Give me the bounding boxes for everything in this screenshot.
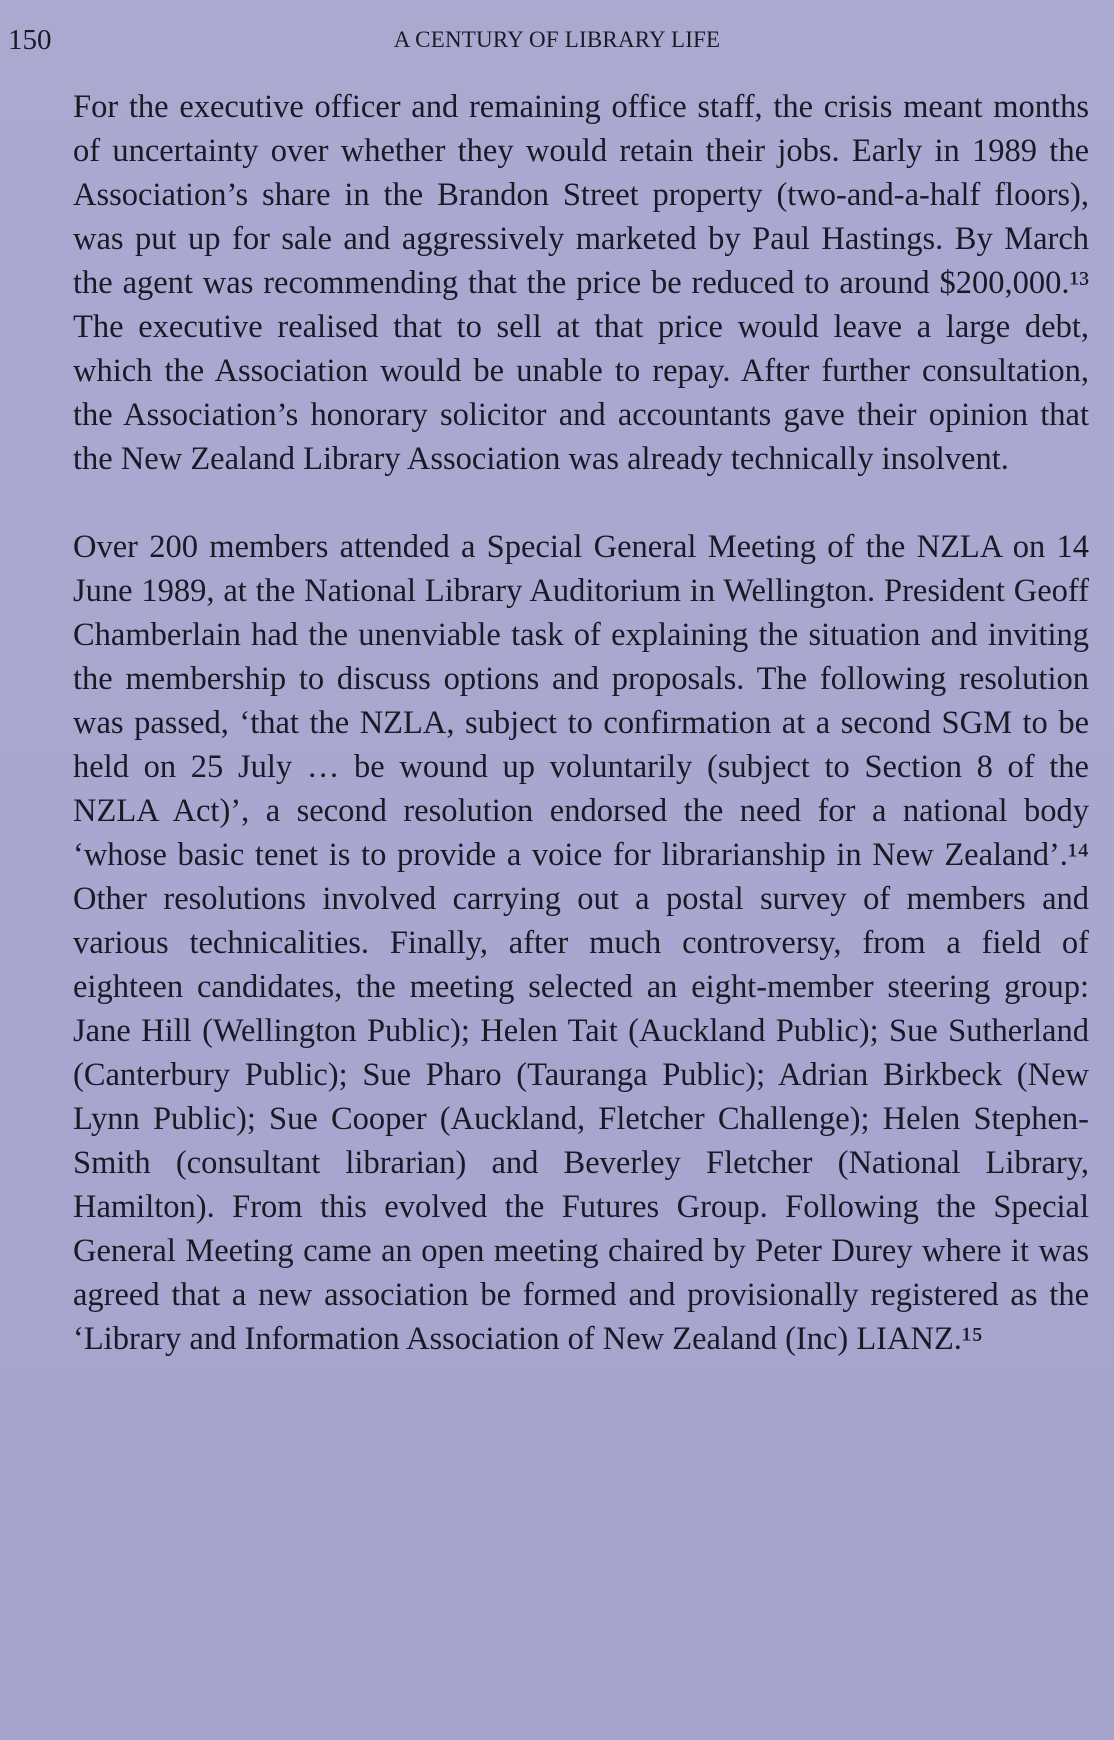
running-header [0,22,1114,58]
body-text [73,85,1089,1361]
page-number: 150 [8,24,52,56]
paragraph-1: For the executive officer and remaining office staff, the crisis meant months of uncertainty over whether they would retain their jobs. Early in 1989 the Association’s share in the Brandon Street property (two-and-a-half floors), was put up for sale and aggressively marketed by Paul Hastings. By March the agent was recommending that the price be reduced to around $200,000.¹³ The executive realised that to sell at that price would leave a large debt, which the Association would be unable to repay. After further consultation, the Association’s honorary solicitor and accountants gave their opinion that the New Zealand Library Association was already technically insolvent. [73,89,1089,477]
running-title: A CENTURY OF LIBRARY LIFE [393,27,721,52]
paragraph-2: Over 200 members attended a Special General Meeting of the NZLA on 14 June 1989, at the National Library Auditorium in Wellington. President Geoff Chamberlain had the unenviable task of explaining the situation and inviting the membership to discuss options and proposals. The following resolution was passed, ‘that the NZLA, subject to confirmation at a second SGM to be held on 25 July … be wound up voluntarily (subject to Section 8 of the NZLA Act)’, a second resolution endorsed the need for a national body ‘whose basic tenet is to provide a voice for librarianship in New Zealand’.¹⁴ Other resolutions involved carrying out a postal survey of members and various technicalities. Finally, after much controversy, from a field of eighteen candidates, the meeting selected an eight-member steering group: Jane Hill (Wellington Public); Helen Tait (Auckland Public); Sue Sutherland (Canterbury Public); Sue Pharo (Tauranga Public); Adrian Birkbeck (New Lynn Public); Sue Cooper (Auckland, Fletcher Challenge); Helen Stephen-Smith (consultant librarian) and Beverley Fletcher (National Library, Hamilton). From this evolved the Futures Group. Following the Special General Meeting came an open meeting chaired by Peter Durey where it was agreed that a new association be formed and provisionally registered as the ‘Library and Information Association of New Zealand (Inc) LIANZ.¹⁵ [73,529,1089,1357]
